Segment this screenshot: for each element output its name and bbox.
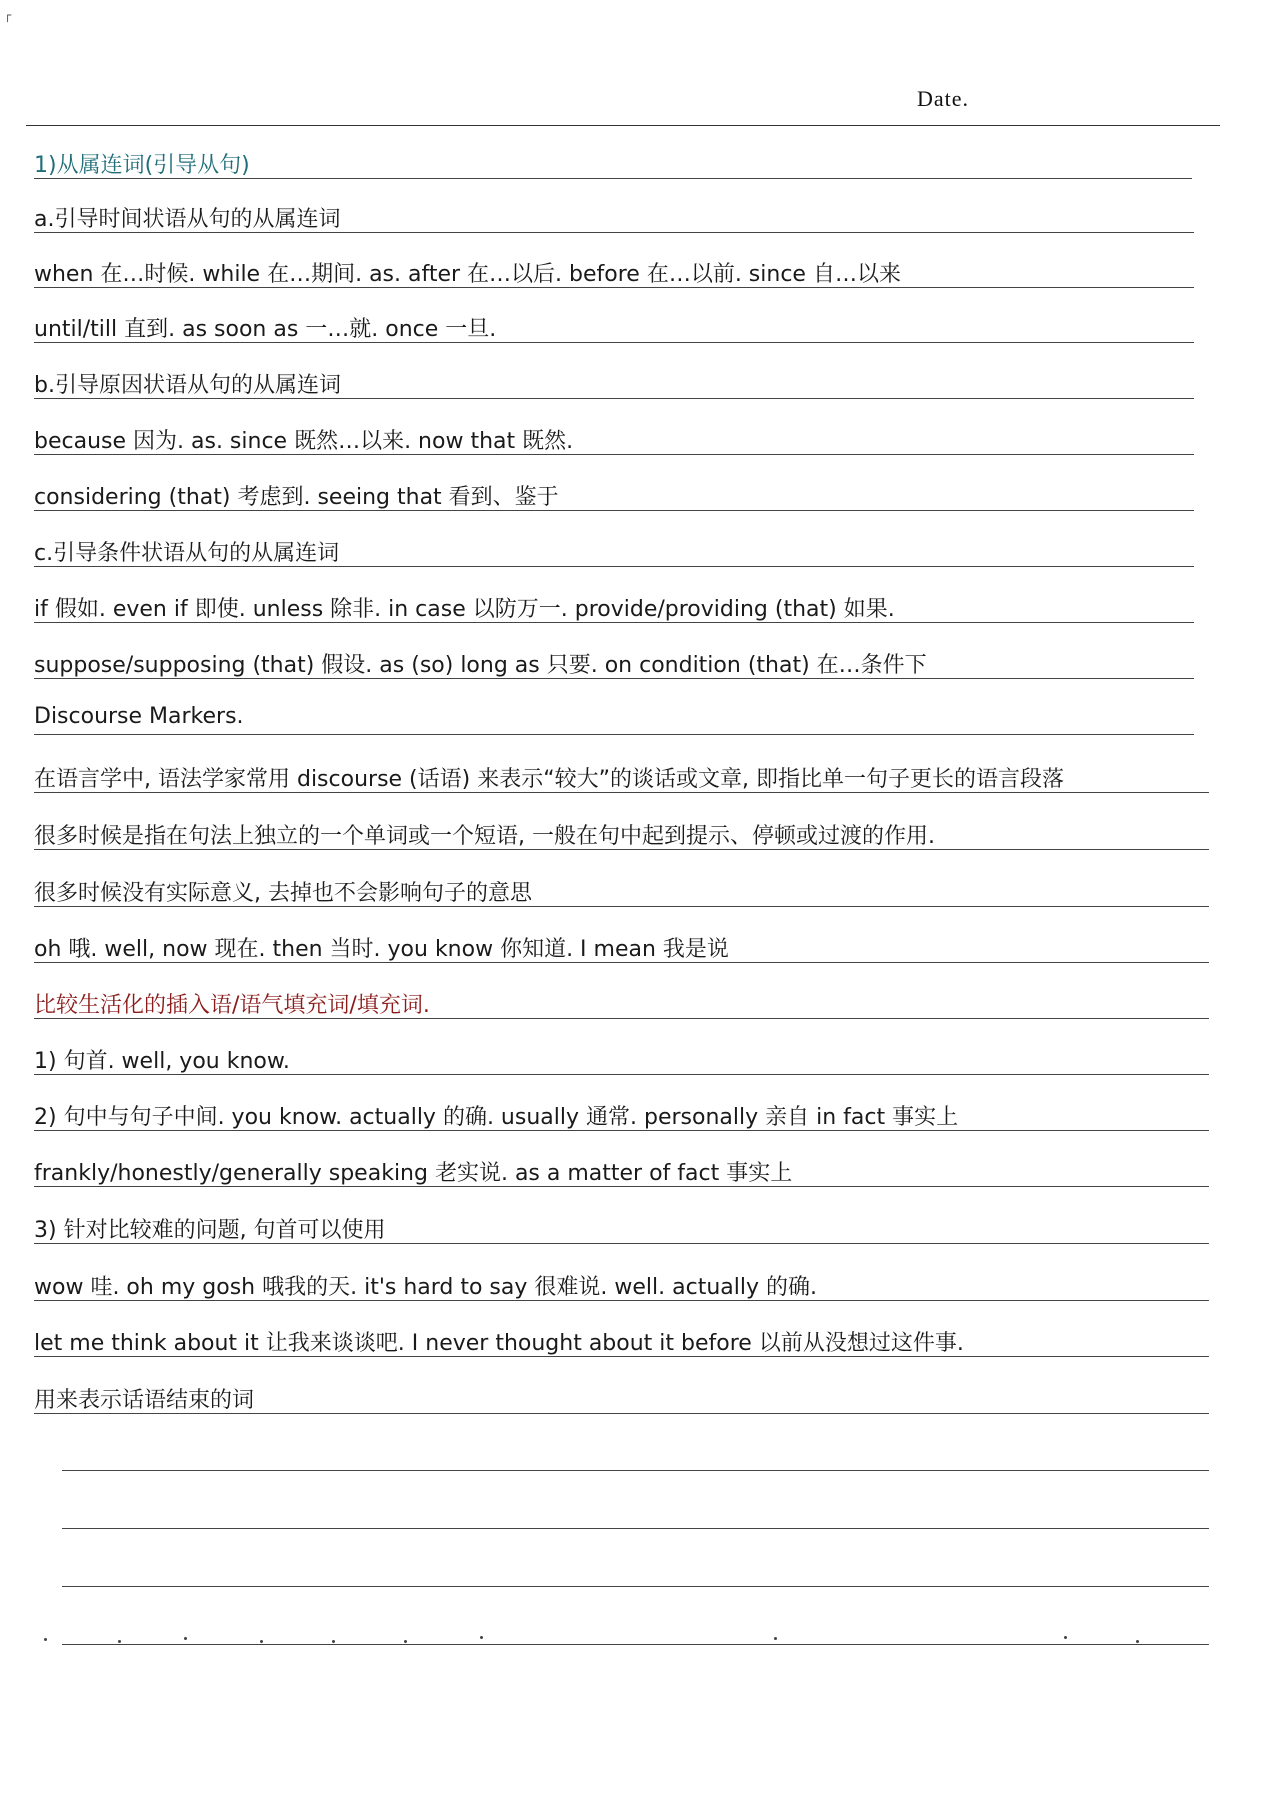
top-rule (26, 125, 1220, 126)
text-line: until/till 直到. as soon as 一…就. once 一旦. (34, 317, 497, 342)
dot-mark (184, 1637, 187, 1640)
dot-mark (44, 1638, 47, 1641)
ruled-line (62, 1528, 1209, 1529)
text-line: if 假如. even if 即使. unless 除非. in case 以防万一. provide/providing (that) 如果. (34, 597, 895, 622)
text-line: considering (that) 考虑到. seeing that 看到、鉴于 (34, 485, 559, 510)
text-line: wow 哇. oh my gosh 哦我的天. it's hard to say 很难说. well. actually 的确. (34, 1275, 817, 1300)
ruled-line (34, 734, 1194, 735)
dot-mark (1064, 1636, 1067, 1639)
text-line: let me think about it 让我来谈谈吧. I never thought about it before 以前从没想过这件事. (34, 1331, 964, 1356)
text-line: 在语言学中, 语法学家常用 discourse (话语) 来表示“较大”的谈话或文章, 即指比单一句子更长的语言段落 (34, 767, 1064, 792)
ruled-line (62, 1586, 1209, 1587)
section-title: Discourse Markers. (34, 704, 244, 729)
corner-mark: ┌ (4, 8, 12, 22)
ruled-line (62, 1644, 1209, 1645)
text-line: 1) 句首. well, you know. (34, 1049, 290, 1074)
ruled-line (62, 1470, 1209, 1471)
date-label: Date. (917, 86, 970, 111)
text-line: when 在…时候. while 在…期间. as. after 在…以后. before 在…以前. since 自…以来 (34, 262, 901, 287)
text-line: 很多时候是指在句法上独立的一个单词或一个短语, 一般在句中起到提示、停顿或过渡的作用. (34, 824, 935, 849)
dot-mark (332, 1640, 335, 1643)
dot-mark (1136, 1640, 1139, 1643)
text-line: 很多时候没有实际意义, 去掉也不会影响句子的意思 (34, 881, 532, 906)
text-line: 2) 句中与句子中间. you know. actually 的确. usually 通常. personally 亲自 in fact 事实上 (34, 1105, 959, 1130)
text-line: 用来表示话语结束的词 (34, 1388, 255, 1413)
text-line: because 因为. as. since 既然…以来. now that 既然. (34, 429, 574, 454)
dot-mark (404, 1640, 407, 1643)
dot-mark (774, 1637, 777, 1640)
text-line: oh 哦. well, now 现在. then 当时. you know 你知道. I mean 我是说 (34, 937, 729, 962)
text-line: frankly/honestly/generally speaking 老实说. as a matter of fact 事实上 (34, 1161, 793, 1186)
dot-mark (260, 1640, 263, 1643)
text-line: 3) 针对比较难的问题, 句首可以使用 (34, 1218, 386, 1243)
subsection-heading: b.引导原因状语从句的从属连词 (34, 373, 341, 398)
subsection-heading: c.引导条件状语从句的从属连词 (34, 541, 340, 566)
dot-mark (118, 1640, 121, 1643)
section-title: 1)从属连词(引导从句) (34, 153, 250, 178)
text-line: suppose/supposing (that) 假设. as (so) long as 只要. on condition (that) 在…条件下 (34, 653, 927, 678)
subsection-heading: a.引导时间状语从句的从属连词 (34, 207, 341, 232)
dot-mark (480, 1636, 483, 1639)
subsection-heading: 比较生活化的插入语/语气填充词/填充词. (34, 993, 430, 1018)
